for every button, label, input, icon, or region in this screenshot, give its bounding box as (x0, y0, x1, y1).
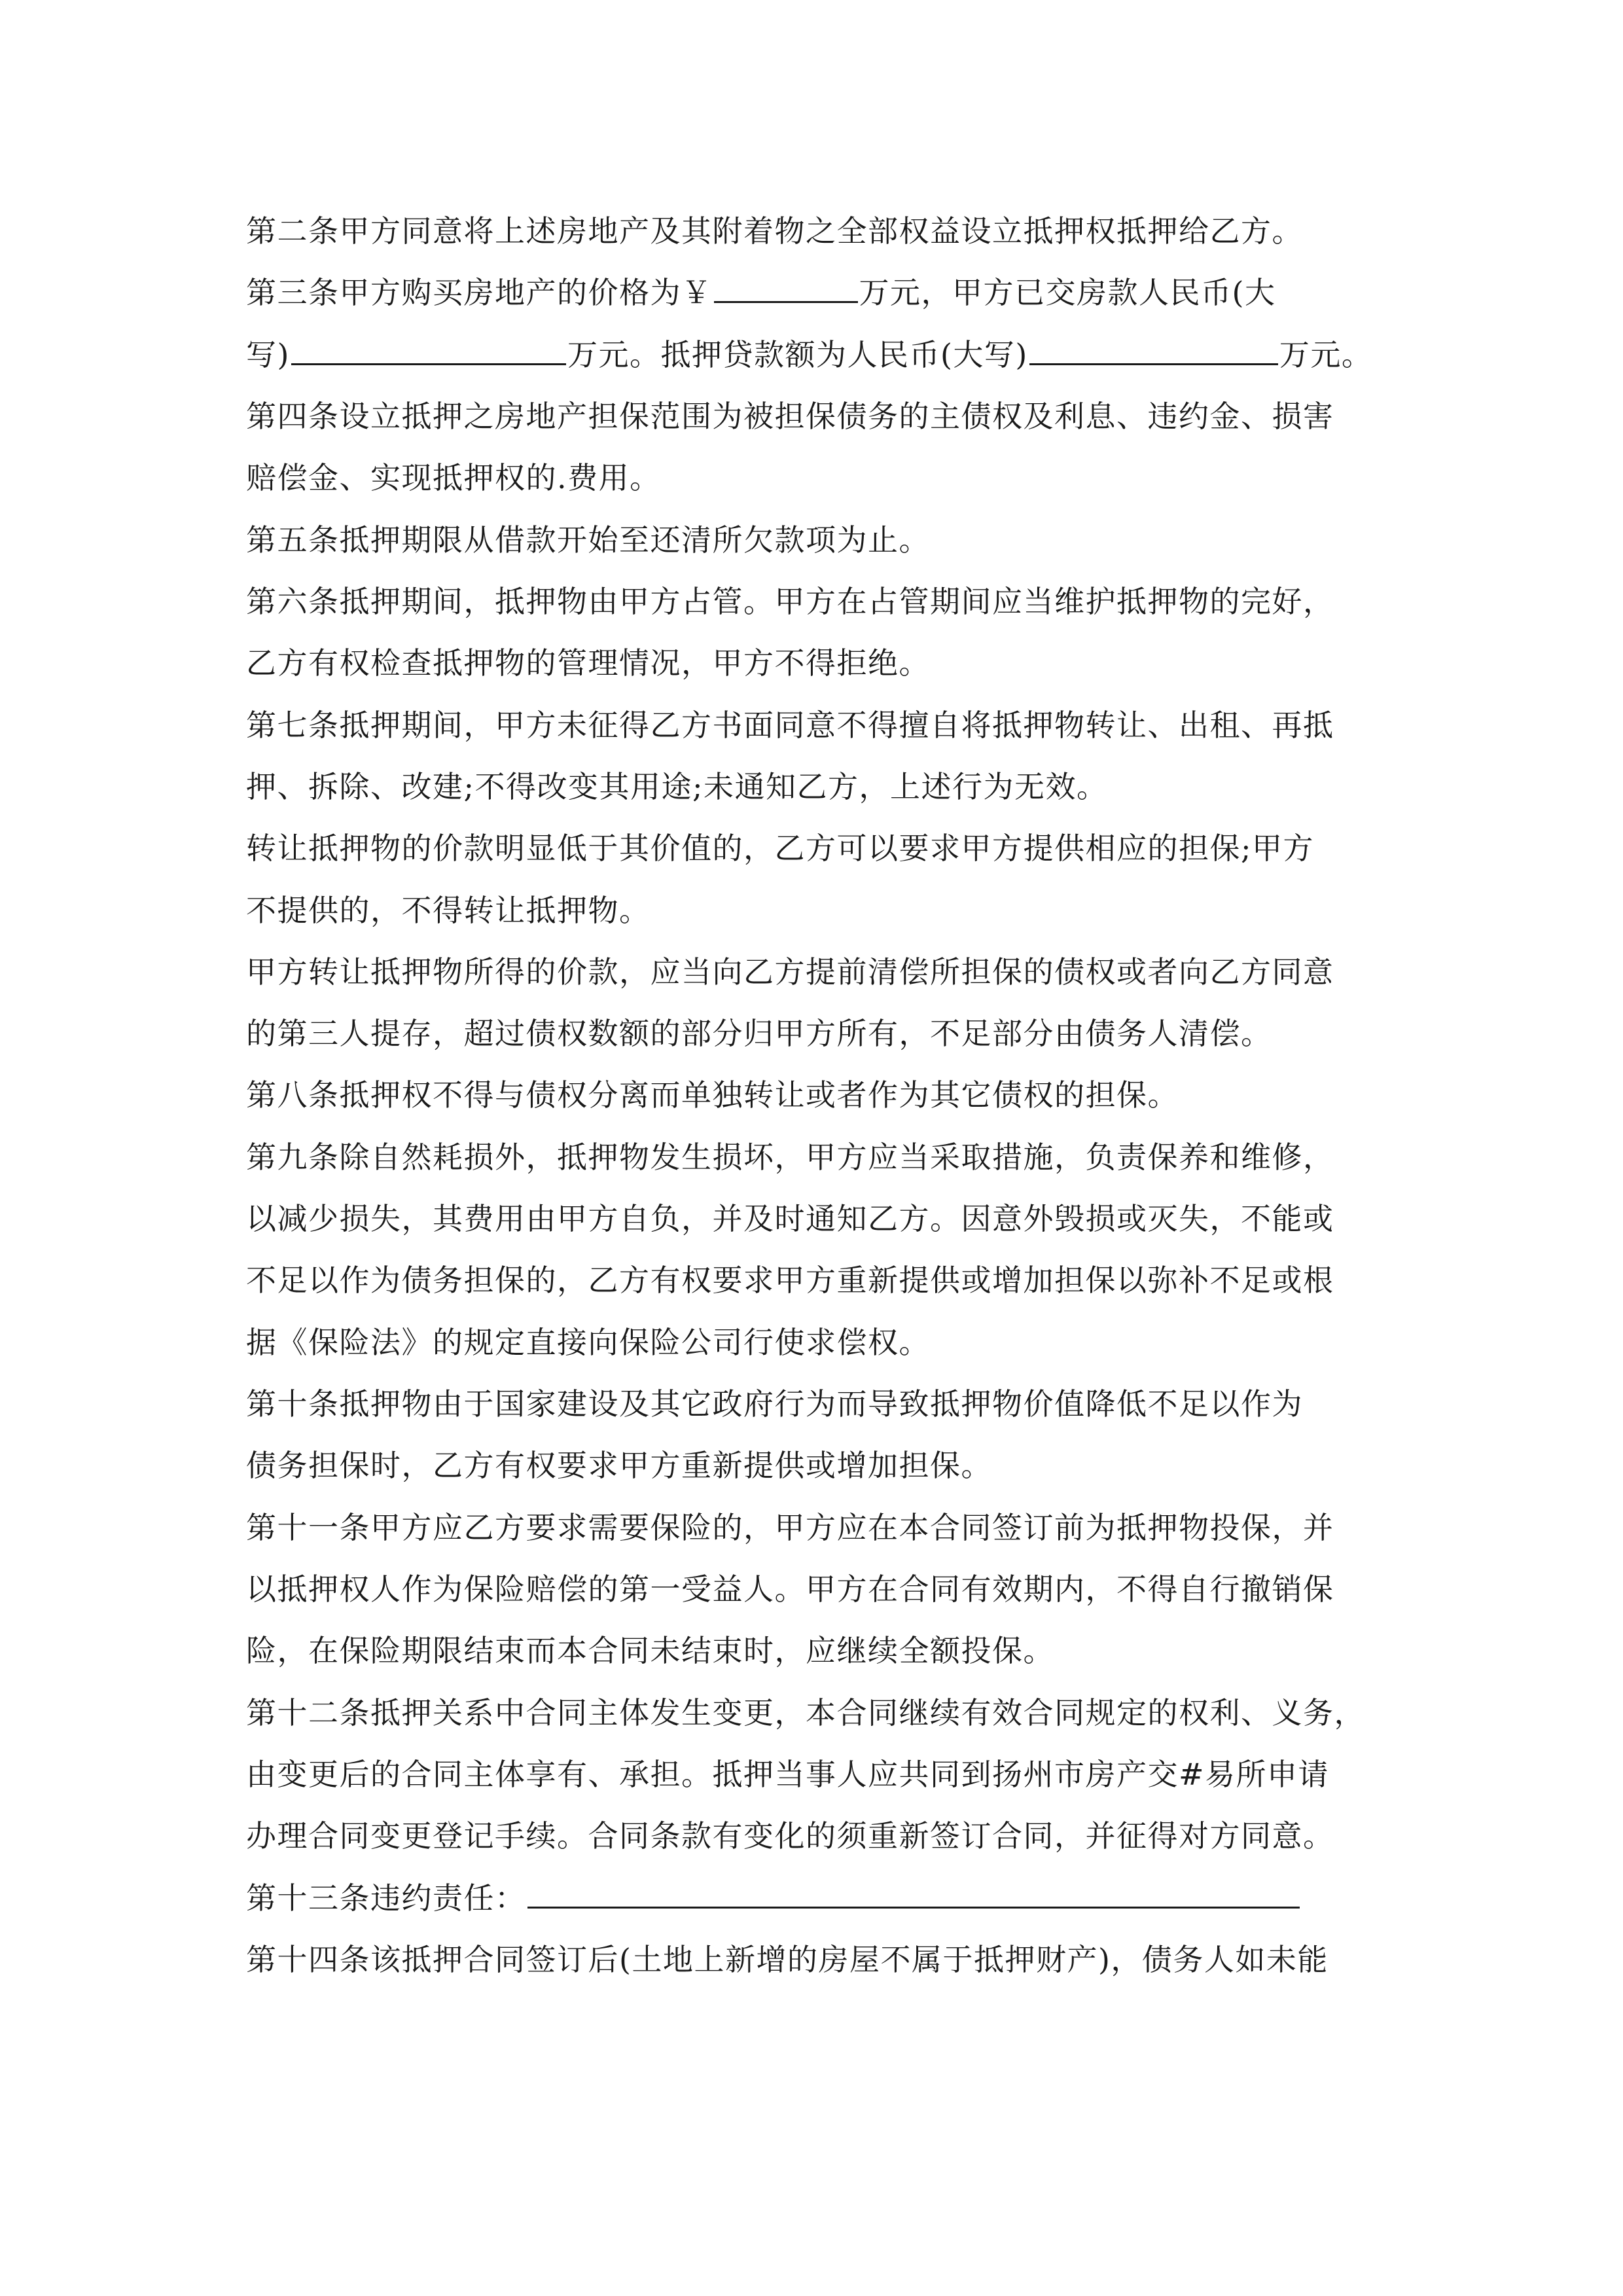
clause-13-line (246, 1878, 1301, 1918)
clause-3-text-e: 万元。 (1279, 337, 1373, 372)
clause-3-text-c: 写) (246, 337, 290, 372)
clause-3-text-d: 万元。抵押贷款额为人民币(大写) (567, 337, 1028, 372)
clause-7-line-1: 第七条抵押期间，甲方未征得乙方书面同意不得擅自将抵押物转让、出租、再抵 (246, 708, 1334, 743)
clause-10-line-1: 第十条抵押物由于国家建设及其它政府行为而导致抵押物价值降低不足以作为 (246, 1386, 1303, 1422)
clause-3-line-1 (246, 273, 1275, 312)
clause-14-line-1: 第十四条该抵押合同签订后(土地上新增的房屋不属于抵押财产)，债务人如未能 (246, 1942, 1329, 1977)
clause-7-line-2: 押、拆除、改建;不得改变其用途;未通知乙方，上述行为无效。 (246, 769, 1108, 804)
clause-4-line-2: 赔偿金、实现抵押权的.费用。 (246, 460, 661, 495)
clause-3-text-a: 第三条甲方购买房地产的价格为￥ (246, 275, 713, 310)
clause-13-text: 第十三条违约责任： (246, 1880, 526, 1916)
clause-12-line-2: 由变更后的合同主体享有、承担。抵押当事人应共同到扬州市房产交#易所申请 (246, 1757, 1330, 1792)
clause-10-line-2: 债务担保时，乙方有权要求甲方重新提供或增加担保。 (246, 1448, 992, 1483)
clause-11-line-1: 第十一条甲方应乙方要求需要保险的，甲方应在本合同签订前为抵押物投保，并 (246, 1510, 1334, 1545)
price-blank[interactable] (714, 275, 858, 303)
clause-3-text-b: 万元，甲方已交房款人民币(大 (859, 275, 1276, 310)
clause-7-para3-line-2: 的第三人提存，超过债权数额的部分归甲方所有，不足部分由债务人清偿。 (246, 1016, 1272, 1051)
clause-9-line-4: 据《保险法》的规定直接向保险公司行使求偿权。 (246, 1325, 930, 1360)
clause-9-line-1: 第九条除自然耗损外，抵押物发生损坏，甲方应当采取措施，负责保养和维修， (246, 1139, 1334, 1175)
loan-amount-blank[interactable] (1029, 337, 1278, 365)
clause-7-para2-line-1: 转让抵押物的价款明显低于其价值的，乙方可以要求甲方提供相应的担保;甲方 (246, 831, 1314, 866)
clause-6-line-1: 第六条抵押期间，抵押物由甲方占管。甲方在占管期间应当维护抵押物的完好， (246, 584, 1334, 619)
clause-9-line-3: 不足以作为债务担保的，乙方有权要求甲方重新提供或增加担保以弥补不足或根 (246, 1263, 1334, 1298)
clause-4-line-1: 第四条设立抵押之房地产担保范围为被担保债务的主债权及利息、违约金、损害 (246, 399, 1334, 434)
clause-5-line: 第五条抵押期限从借款开始至还清所欠款项为止。 (246, 522, 930, 558)
clause-12-line-1: 第十二条抵押关系中合同主体发生变更，本合同继续有效合同规定的权利、义务， (246, 1695, 1365, 1731)
paid-amount-blank[interactable] (291, 337, 566, 365)
clause-3-line-2 (246, 335, 1372, 374)
clause-2-line: 第二条甲方同意将上述房地产及其附着物之全部权益设立抵押权抵押给乙方。 (246, 213, 1303, 249)
clause-7-para2-line-2: 不提供的，不得转让抵押物。 (246, 893, 651, 928)
clause-12-line-3: 办理合同变更登记手续。合同条款有变化的须重新签订合同，并征得对方同意。 (246, 1818, 1334, 1854)
clause-6-line-2: 乙方有权检查抵押物的管理情况，甲方不得拒绝。 (246, 645, 930, 681)
clause-8-line: 第八条抵押权不得与债权分离而单独转让或者作为其它债权的担保。 (246, 1077, 1179, 1113)
clause-11-line-3: 险，在保险期限结束而本合同未结束时，应继续全额投保。 (246, 1633, 1054, 1668)
clause-11-line-2: 以抵押权人作为保险赔偿的第一受益人。甲方在合同有效期内，不得自行撤销保 (246, 1571, 1334, 1607)
clause-7-para3-line-1: 甲方转让抵押物所得的价款，应当向乙方提前清偿所担保的债权或者向乙方同意 (246, 954, 1334, 990)
clause-9-line-2: 以减少损失，其费用由甲方自负，并及时通知乙方。因意外毁损或灭失，不能或 (246, 1201, 1334, 1236)
breach-liability-blank[interactable] (527, 1880, 1300, 1909)
